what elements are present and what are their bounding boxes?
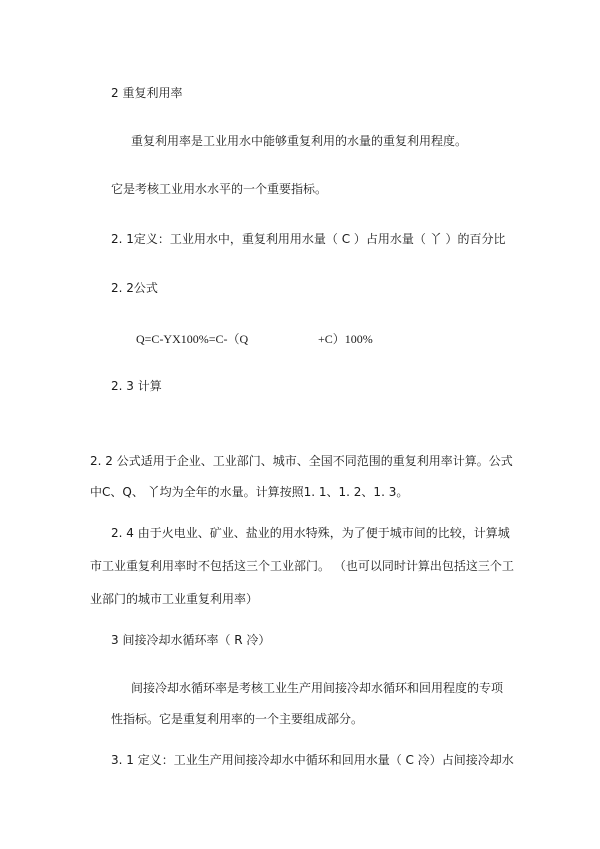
section-3-paragraph-line-1: 间接冷却水循环率是考核工业生产用间接冷却水循环和回用程度的专项 — [131, 681, 504, 695]
formula-right: +C）100% — [318, 332, 373, 346]
paragraph-2-4-line-1: 2. 4 由于火电业、矿业、盐业的用水特殊，为了便于城市间的比较，计算城 — [111, 526, 510, 540]
section-2-heading: 2 重复利用率 — [111, 86, 183, 100]
paragraph-2-2-line-1: 2. 2 公式适用于企业、工业部门、城市、全国不同范围的重复利用率计算。公式 — [90, 454, 513, 468]
paragraph-2-4-line-3: 业部门的城市工业重复利用率） — [90, 592, 259, 606]
heading-2-2: 2. 2公式 — [111, 281, 158, 295]
heading-2-3: 2. 3 计算 — [111, 379, 162, 393]
paragraph-2-2-line-2: 中C、Q、 丫均为全年的水量。计算按照1. 1、1. 2、1. 3。 — [90, 485, 409, 499]
definition-2-1: 2. 1定义：工业用水中，重复利用用水量（ C ）占用水量（ 丫 ）的百分比 — [111, 232, 506, 246]
section-2-paragraph: 重复利用率是工业用水中能够重复利用的水量的重复利用程度。 — [131, 134, 468, 148]
section-3-paragraph-line-2: 性指标。它是重复利用率的一个主要组成部分。 — [111, 712, 364, 726]
definition-3-1: 3. 1 定义：工业生产用间接冷却水中循环和回用水量（ C 冷）占间接冷却水 — [111, 753, 514, 767]
section-2-paragraph-2: 它是考核工业用水水平的一个重要指标。 — [111, 182, 328, 196]
section-3-heading: 3 间接冷却水循环率（ R 冷） — [111, 633, 271, 647]
paragraph-2-4-line-2: 市工业重复利用率时不包括这三个工业部门。 （也可以同时计算出包括这三个工 — [90, 559, 514, 573]
formula-left: Q=C-YX100%=C-（Q — [136, 332, 249, 346]
